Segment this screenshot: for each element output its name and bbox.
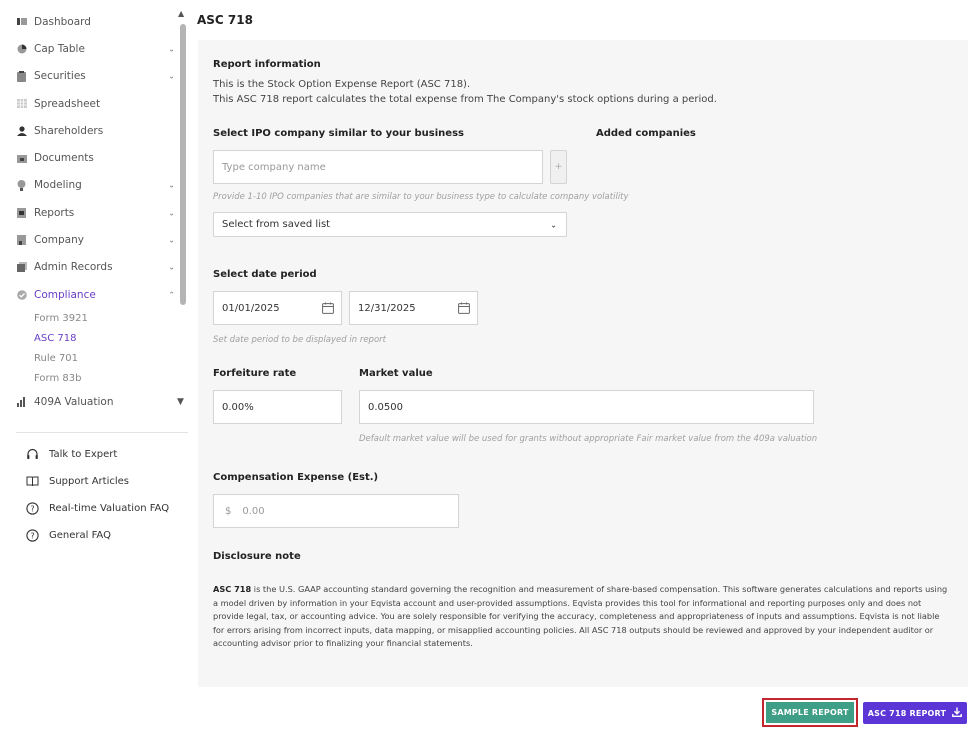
- asc-718-report-label: ASC 718 REPORT: [867, 708, 947, 718]
- help-link-label: General FAQ: [49, 529, 111, 541]
- sidebar-subitem-form-3921[interactable]: Form 3921: [34, 312, 88, 324]
- market-value-label: Market value: [359, 368, 433, 379]
- sidebar-subitem-rule-701[interactable]: Rule 701: [34, 352, 79, 364]
- download-icon: [952, 707, 962, 719]
- pie-chart-icon: [16, 43, 27, 54]
- sidebar-item-cap-table[interactable]: [0, 35, 178, 62]
- help-link-label: Real-time Valuation FAQ: [49, 502, 170, 514]
- svg-text:?: ?: [29, 530, 35, 540]
- report-icon: [16, 207, 27, 218]
- disclosure-text: is the U.S. GAAP accounting standard governing the recognition and measurement of share-based compensation. This software generates calculations and reports using a model driven by information in your Eqvista account and user-provided assumptions. Eqvista provides this tool for informational and reporting purposes only and does not provide legal, tax, or accounting advice. You are solely responsible for verifying the accuracy, completeness and appropriateness of inputs and assumptions. Eqvista is not liable for errors arising from incorrect inputs, data mapping, or misapplied accounting policies. All ASC 718 outputs should be reviewed and approved by your independent auditor or accounting advisor prior to finalizing your financial statements.: [213, 584, 948, 649]
- sidebar-item-409a-valuation[interactable]: [0, 388, 178, 414]
- sidebar-subitem-asc-718[interactable]: ASC 718: [34, 332, 77, 344]
- question-circle-icon: [25, 501, 39, 515]
- sidebar-item-label: Dashboard: [34, 15, 91, 28]
- chevron-down-icon: ⌄: [550, 220, 557, 229]
- calendar-icon[interactable]: [458, 302, 470, 314]
- svg-text:?: ?: [29, 503, 35, 513]
- scroll-up-arrow-icon[interactable]: ▲: [178, 9, 185, 18]
- page-title: ASC 718: [197, 13, 253, 27]
- end-date-value: 12/31/2025: [358, 302, 416, 314]
- sidebar-item-shareholders[interactable]: [0, 117, 178, 144]
- scroll-down-arrow-icon[interactable]: ▼: [177, 397, 184, 407]
- question-circle-icon: [25, 528, 39, 542]
- compensation-expense-label: Compensation Expense (Est.): [213, 472, 379, 483]
- help-link-talk-to-expert[interactable]: [25, 444, 190, 464]
- sidebar-item-securities[interactable]: [0, 63, 178, 90]
- chevron-down-icon: ⌄: [168, 180, 175, 190]
- sample-report-label: SAMPLE REPORT: [766, 702, 854, 723]
- report-info-heading: Report information: [213, 59, 321, 70]
- chevron-down-icon: ⌄: [168, 71, 175, 81]
- building-icon: [16, 235, 27, 246]
- clipboard-icon: [16, 71, 27, 82]
- calendar-icon[interactable]: [322, 302, 334, 314]
- sidebar-item-label: Compliance: [34, 288, 96, 301]
- folder-icon: [16, 153, 27, 164]
- compensation-expense-value: 0.00: [242, 505, 265, 517]
- currency-symbol: $: [225, 505, 232, 517]
- market-value-hint: Default market value will be used for grants without appropriate Fair market value from the 409a valuation: [359, 434, 818, 444]
- sidebar-item-label: Cap Table: [34, 42, 85, 55]
- forfeiture-rate-value: 0.00%: [222, 401, 254, 413]
- help-link-support-articles[interactable]: [25, 471, 190, 491]
- lightbulb-icon: [16, 180, 27, 191]
- asc-718-report-button[interactable]: [863, 702, 967, 724]
- sidebar-subitem-form-83b[interactable]: Form 83b: [34, 372, 82, 384]
- chevron-down-icon: ⌄: [168, 208, 175, 218]
- grid-icon: [16, 98, 27, 109]
- chevron-up-icon: ⌃: [168, 290, 175, 300]
- forfeiture-rate-input[interactable]: [213, 390, 342, 424]
- sidebar-item-label: Company: [34, 234, 84, 247]
- sidebar-item-spreadsheet[interactable]: [0, 90, 178, 117]
- disclosure-note: [213, 583, 953, 651]
- sample-report-button[interactable]: [762, 698, 858, 727]
- sidebar-item-compliance[interactable]: [0, 281, 178, 308]
- sidebar-item-label: Modeling: [34, 179, 82, 192]
- chevron-down-icon: ⌄: [168, 262, 175, 272]
- disclosure-bold-term: ASC 718: [213, 584, 252, 594]
- ipo-company-label: Select IPO company similar to your business: [213, 128, 464, 139]
- sidebar: [0, 0, 190, 729]
- compensation-expense-input[interactable]: [213, 494, 459, 528]
- sidebar-item-label: 409A Valuation: [34, 395, 114, 408]
- headset-icon: [25, 447, 39, 461]
- sidebar-item-reports[interactable]: [0, 199, 178, 226]
- chevron-down-icon: ⌄: [168, 44, 175, 54]
- sidebar-item-label: Securities: [34, 70, 86, 83]
- sidebar-item-dashboard[interactable]: [0, 8, 178, 35]
- company-search-placeholder: Type company name: [222, 161, 326, 173]
- sidebar-item-admin-records[interactable]: [0, 254, 178, 281]
- report-info-line-2: This ASC 718 report calculates the total expense from The Company's stock options during a period.: [213, 94, 717, 105]
- sidebar-item-company[interactable]: [0, 226, 178, 253]
- help-link-general-faq[interactable]: [25, 525, 190, 545]
- forfeiture-rate-label: Forfeiture rate: [213, 368, 297, 379]
- ipo-hint: Provide 1-10 IPO companies that are similar to your business type to calculate company volatility: [213, 192, 629, 202]
- help-link-label: Support Articles: [49, 475, 129, 487]
- shield-check-icon: [16, 289, 27, 300]
- date-period-label: Select date period: [213, 269, 317, 280]
- disclosure-heading: Disclosure note: [213, 551, 301, 562]
- bar-chart-icon: [16, 396, 27, 407]
- sidebar-nav: [0, 8, 178, 414]
- sidebar-scrollbar-thumb[interactable]: [180, 24, 186, 305]
- market-value-input[interactable]: [359, 390, 814, 424]
- saved-list-value: Select from saved list: [222, 219, 331, 230]
- company-search-input[interactable]: [213, 150, 543, 184]
- dashboard-icon: [16, 16, 27, 27]
- sidebar-item-label: Documents: [34, 152, 94, 165]
- sidebar-item-label: Admin Records: [34, 261, 113, 274]
- book-icon: [25, 474, 39, 488]
- person-icon: [16, 125, 27, 136]
- chevron-down-icon: ⌄: [168, 235, 175, 245]
- start-date-value: 01/01/2025: [222, 302, 280, 314]
- sidebar-item-label: Shareholders: [34, 124, 104, 137]
- help-link-label: Talk to Expert: [49, 448, 118, 460]
- help-link-valuation-faq[interactable]: [25, 498, 190, 518]
- saved-list-select[interactable]: [213, 212, 567, 237]
- added-companies-label: Added companies: [596, 128, 696, 139]
- date-period-hint: Set date period to be displayed in report: [213, 335, 386, 345]
- end-date-input[interactable]: [349, 291, 478, 325]
- market-value-value: 0.0500: [368, 401, 403, 413]
- sidebar-divider: [16, 432, 188, 433]
- records-icon: [16, 262, 27, 273]
- report-info-line-1: This is the Stock Option Expense Report (ASC 718).: [213, 79, 471, 90]
- sidebar-item-label: Spreadsheet: [34, 97, 101, 110]
- sidebar-item-label: Reports: [34, 206, 75, 219]
- start-date-input[interactable]: [213, 291, 342, 325]
- add-company-button[interactable]: +: [550, 150, 567, 184]
- sidebar-item-documents[interactable]: [0, 144, 178, 171]
- sidebar-item-modeling[interactable]: [0, 172, 178, 199]
